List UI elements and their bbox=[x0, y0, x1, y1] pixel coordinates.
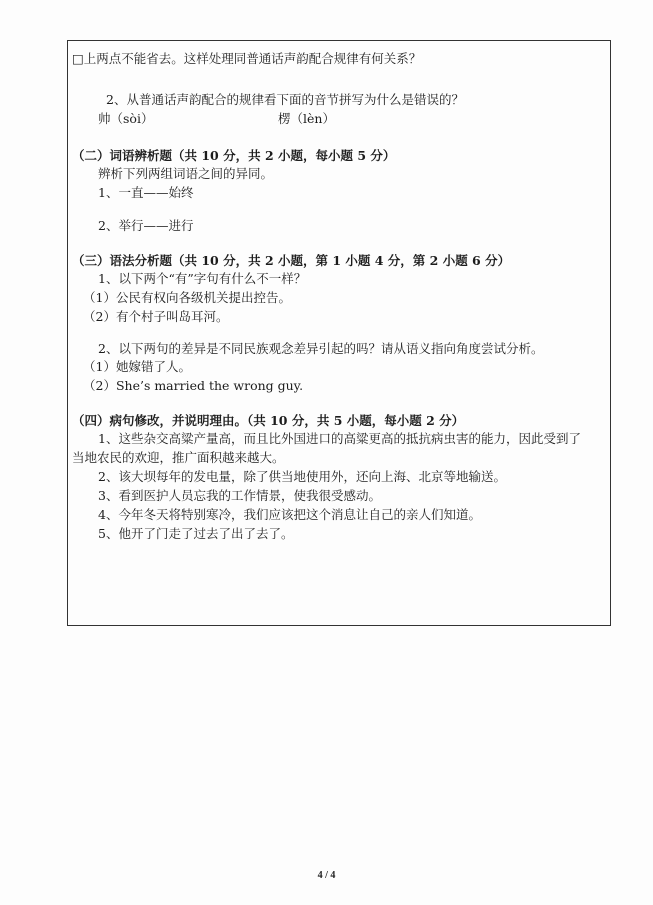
section-4-question-3: 3、看到医护人员忘我的工作情景，使我很受感动。 bbox=[98, 488, 381, 503]
section-3-question-2-sentence-a: （1）她嫁错了人。 bbox=[83, 359, 191, 374]
section-2-instruction: 辨析下列两组词语之间的异同。 bbox=[98, 166, 274, 181]
section-3-question-1: 1、以下两个“有”字句有什么不一样？ bbox=[98, 271, 307, 286]
section-3-title: （三）语法分析题（共 10 分，共 2 小题，第 1 小题 4 分，第 2 小题 6 分） bbox=[72, 253, 511, 268]
question-phonetics-2: 2、从普通话声韵配合的规律看下面的音节拼写为什么是错误的？ bbox=[106, 92, 464, 107]
page-number: 4 / 4 bbox=[317, 870, 336, 881]
section-3-question-1-sentence-a: （1）公民有权向各级机关提出控告。 bbox=[83, 290, 291, 305]
section-2-question-1: 1、一直——始终 bbox=[98, 185, 194, 200]
section-4-question-1-line-2: 当地农民的欢迎，推广面积越来越大。 bbox=[72, 450, 285, 465]
syllable-example-leng: 楞（lèn） bbox=[278, 111, 335, 126]
section-3-question-2: 2、以下两句的差异是不同民族观念差异引起的吗？请从语义指向角度尝试分析。 bbox=[98, 341, 544, 356]
section-4-question-5: 5、他开了门走了过去了出了去了。 bbox=[98, 526, 294, 541]
section-3-question-1-sentence-b: （2）有个村子叫岛耳河。 bbox=[83, 309, 229, 324]
section-4-title: （四）病句修改，并说明理由。（共 10 分，共 5 小题，每小题 2 分） bbox=[72, 413, 465, 428]
continued-question-text: □上两点不能省去。这样处理同普通话声韵配合规律有何关系？ bbox=[72, 51, 422, 66]
section-2-title: （二）词语辨析题（共 10 分，共 2 小题，每小题 5 分） bbox=[72, 148, 396, 163]
section-4-question-4: 4、今年冬天将特别寒冷，我们应该把这个消息让自己的亲人们知道。 bbox=[98, 507, 481, 522]
section-3-question-2-sentence-b: （2）She’s married the wrong guy. bbox=[83, 378, 304, 393]
syllable-example-shuai: 帅（sòi） bbox=[98, 111, 154, 126]
section-2-question-2: 2、举行——进行 bbox=[98, 218, 194, 233]
section-4-question-1-line-1: 1、这些杂交高粱产量高，而且比外国进口的高粱更高的抵抗病虫害的能力，因此受到了 bbox=[98, 431, 581, 446]
section-4-question-2: 2、该大坝每年的发电量，除了供当地使用外，还向上海、北京等地输送。 bbox=[98, 469, 506, 484]
